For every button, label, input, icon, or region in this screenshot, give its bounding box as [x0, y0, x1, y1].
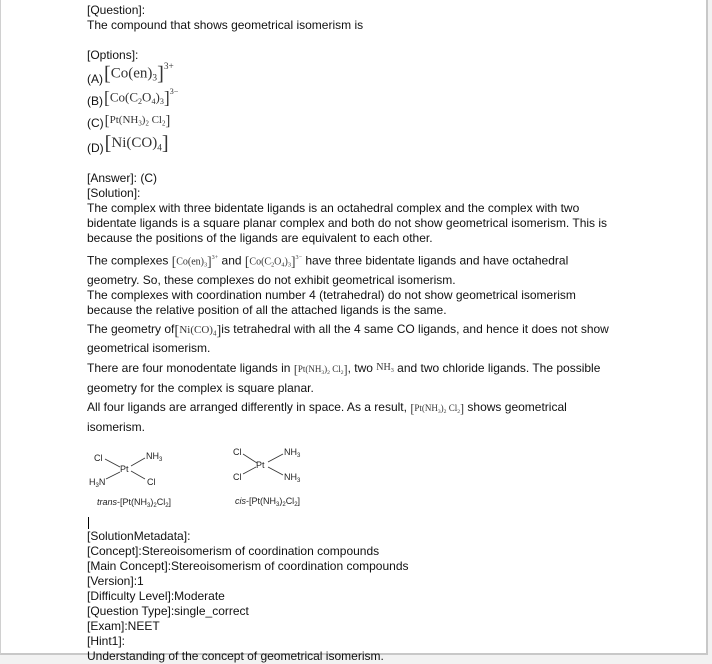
metadata-version: [Version]:1 [87, 573, 144, 588]
solution-p1-l1: The complex with three bidentate ligands is an octahedral complex and the complex with two [87, 201, 580, 215]
solution-p1-l3: because the positions of the ligands are equivalent to each other. [87, 231, 433, 245]
solution-p5-l1: There are four monodentate ligands in [$Pt(NH_3)_2$ $Cl_2$], two $NH_3$ and two chloride ligands. The possible [87, 360, 627, 381]
option-a-key: (A) [87, 72, 103, 86]
trans-isomer-structure [89, 451, 171, 509]
formula-nh3: $NH_3$ [376, 362, 394, 375]
option-c [87, 109, 627, 131]
metadata-difficulty: [Difficulty Level]:Moderate [87, 588, 225, 603]
option-c-key: (C) [87, 116, 104, 130]
question-text: The compound that shows geometrical isomerism is [87, 18, 364, 32]
isomer-structures-diagram [87, 445, 347, 511]
solution-p5-l2: geometry for the complex is square planar. [87, 381, 314, 396]
solution-p6-l1: All four ligands are arranged differently in space. As a result, [$Pt(NH_3)_2$ $Cl_2$] shows geometrical [87, 400, 627, 420]
solution-p2-l1: The complexes $[Co(en)_3]^{3+}$ and $[Co(C_2O_4)_3]^{3-}$ have three bidentate ligands and have octahedral [87, 250, 627, 273]
metadata-concept: [Concept]:Stereoisomerism of coordination compounds [87, 543, 380, 558]
option-b [87, 87, 627, 109]
svg-text:Cl: Cl [94, 452, 103, 463]
svg-text:Pt: Pt [256, 459, 265, 470]
svg-text:NH3: $NH_3$ [146, 450, 163, 463]
svg-text:Pt: Pt [120, 463, 129, 474]
solution-p3-l1: The complexes with coordination number 4 (tetrahedral) do not show geometrical isomerism [87, 287, 576, 302]
text-cursor [88, 517, 89, 529]
metadata-hint-label: [Hint1]: [87, 633, 126, 648]
solution-label: [Solution]: [87, 186, 141, 200]
svg-text:Cl: Cl [233, 446, 242, 457]
formula-pt-complex-2: [$Pt(NH_3)_2$ $Cl_2$] [410, 401, 465, 416]
answer-line: [Answer]: (C) [87, 171, 158, 185]
formula-pt-complex: [$Pt(NH_3)_2$ $Cl_2$] [293, 362, 348, 377]
svg-text:Cl: Cl [147, 476, 156, 487]
solution-p6-l2: isomerism. [87, 419, 146, 434]
svg-text:trans-[Pt(NH3)2Cl2]: trans-$[Pt(NH_3)_2Cl_2]$ [97, 496, 172, 509]
svg-text:cis-[Pt(NH3)2Cl2]: cis-$[Pt(NH_3)_2Cl_2]$ [235, 495, 301, 508]
solution-p1-l2: bidentate ligands is a square planar complex and both do not show geometrical isomerism. This is [87, 216, 608, 230]
question-label: [Question]: [87, 3, 146, 17]
answer-value: (C) [140, 171, 158, 185]
svg-text:H3N: $H_3N$ [89, 476, 106, 489]
option-d [87, 131, 627, 156]
metadata-hint-text: Understanding of the concept of geometrical isomerism. [87, 648, 384, 663]
metadata-question-type: [Question Type]:single_correct [87, 603, 249, 618]
options-label: [Options]: [87, 48, 139, 62]
option-b-formula: $[Co(C_2O_4)_3]^{3-}$ [104, 86, 179, 108]
solution-p2-l2: geometry. So, these complexes do not exhibit geometrical isomerism. [87, 272, 456, 287]
option-b-key: (B) [87, 94, 103, 108]
formula-ni-co: $[Ni(CO)_4]$ [174, 322, 222, 339]
metadata-label: [SolutionMetadata]: [87, 528, 191, 543]
option-d-key: (D) [87, 141, 104, 155]
isomer-structures [87, 445, 627, 515]
option-d-formula: $[Ni(CO)_4]$ [104, 132, 169, 155]
solution-p4-l1: The geometry $of[Ni(CO)_4]is$ tetrahedral with all the 4 same CO ligands, and hence it does not show [87, 322, 627, 341]
solution-p3-l2: because the relative position of all the attached ligands is the same. [87, 302, 447, 317]
option-c-formula: [$Pt(NH_3)_2$ $Cl_2$] [104, 112, 171, 129]
svg-text:Cl: Cl [233, 471, 242, 482]
svg-text:NH3: $NH_3$ [284, 471, 301, 484]
metadata-main-concept: [Main Concept]:Stereoisomerism of coordination compounds [87, 558, 409, 573]
solution-p4-l2: geometrical isomerism. [87, 341, 211, 356]
formula-co-ox: $[Co(C_2O_4)_3]^{3-}$ [244, 254, 303, 270]
option-a-formula: $[Co(en)_3]^{3+}$ [104, 62, 174, 86]
svg-text:NH3: $NH_3$ [284, 446, 301, 459]
formula-co-en: $[Co(en)_3]^{3+}$ [171, 254, 219, 270]
document-content [87, 0, 627, 664]
metadata-exam: [Exam]:NEET [87, 618, 160, 633]
cis-isomer-structure [233, 447, 301, 508]
